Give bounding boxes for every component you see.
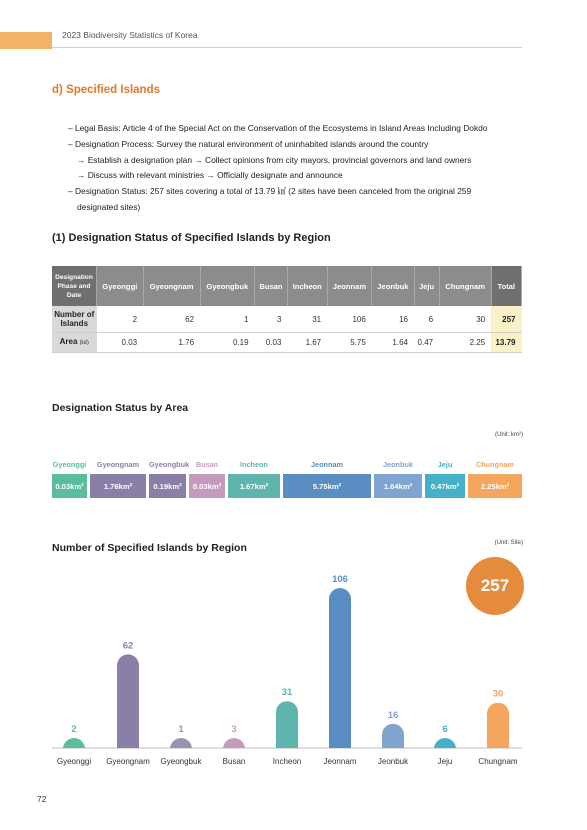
bar-incheon — [276, 701, 298, 748]
area-value-box: 0.03km² — [52, 474, 87, 498]
table-cell: 3 — [255, 306, 288, 333]
area-value-box: 0.03km² — [189, 474, 225, 498]
bar-value-label: 6 — [442, 724, 448, 735]
x-tick-label: Gyeongnam — [106, 757, 150, 766]
area-value-box: 0.47km² — [425, 474, 465, 498]
area-value-box: 2.25km² — [468, 474, 522, 498]
bar-gyeonggi — [63, 738, 85, 749]
bar-busan — [223, 738, 245, 749]
area-region-label: Jeonnam — [310, 460, 344, 469]
table-cell: 0.47 — [414, 333, 439, 353]
bar-value-label: 1 — [178, 724, 184, 735]
table-header-total: Total — [491, 266, 521, 306]
area-value-box: 0.19km² — [149, 474, 186, 498]
table-cell-total: 257 — [491, 306, 521, 333]
bar-value-label: 31 — [281, 687, 293, 699]
bar-value-label: 3 — [231, 724, 237, 735]
table-cell: 30 — [439, 306, 491, 333]
table-cell: 0.03 — [255, 333, 288, 353]
table-cell: 1.67 — [287, 333, 327, 353]
x-tick-label: Busan — [222, 757, 246, 766]
area-section-title: Designation Status by Area — [52, 402, 189, 414]
area-region-label: Incheon — [240, 460, 268, 469]
bullet-process-step-2: → Discuss with relevant ministries → Officially designate and announce — [77, 170, 343, 181]
table-cell-total: 13.79 — [491, 333, 521, 353]
section-title: d) Specified Islands — [52, 84, 160, 96]
bar-chungnam — [487, 703, 509, 748]
bullet-legal-basis: – Legal Basis: Article 4 of the Special Act on the Conservation of the Ecosystems in Island Areas Including Dokdo — [68, 123, 488, 133]
table-header-cell: Jeju — [414, 266, 439, 306]
header-title: 2023 Biodiversity Statistics of Korea — [62, 30, 198, 40]
chart-unit-label: (Unit: Site) — [494, 540, 523, 546]
area-region-label: Jeju — [437, 460, 453, 469]
bar-gyeongnam — [117, 654, 139, 748]
table-cell: 106 — [327, 306, 372, 333]
x-tick-label: Jeju — [437, 757, 453, 766]
area-unit-label: (Unit: km²) — [495, 432, 523, 438]
table-cell: 1.76 — [143, 333, 200, 353]
x-tick-label: Chungnam — [478, 757, 518, 766]
bar-jeonnam — [329, 588, 351, 748]
area-region-label: Jeonbuk — [382, 460, 413, 469]
table-cell: 6 — [414, 306, 439, 333]
area-value-box: 1.64km² — [374, 474, 422, 498]
table-cell: 1 — [200, 306, 254, 333]
table-cell: 0.19 — [200, 333, 254, 353]
page-number: 72 — [37, 794, 47, 804]
total-badge: 257 — [466, 557, 524, 615]
bar-value-label: 30 — [492, 688, 504, 700]
table-header-cell: Busan — [255, 266, 288, 306]
table-cell: 2.25 — [439, 333, 491, 353]
x-tick-label: Jeonbuk — [377, 757, 409, 766]
bullet-process-step-1: → Establish a designation plan → Collect opinions from city mayors, provincial governors and land owners — [77, 154, 472, 165]
bar-jeonbuk — [382, 724, 404, 748]
area-value-box: 1.76km² — [90, 474, 146, 498]
table-header-cell: Jeonbuk — [372, 266, 414, 306]
area-region-label: Gyeongnam — [96, 460, 140, 469]
bar-value-label: 62 — [122, 640, 134, 652]
area-value-box: 5.75km² — [283, 474, 371, 498]
area-region-label: Chungnam — [475, 460, 515, 469]
area-region-label: Gyeongbuk — [149, 460, 190, 469]
table-header-cell: Gyeonggi — [97, 266, 144, 306]
table-cell: 16 — [372, 306, 414, 333]
bullet-designation-status-cont: designated sites) — [77, 201, 141, 212]
chart-title: Number of Specified Islands by Region — [52, 542, 247, 554]
table-header-cell: Gyeongnam — [143, 266, 200, 306]
bar-value-label: 106 — [332, 574, 348, 585]
x-tick-label: Jeonnam — [323, 757, 357, 766]
table-title: (1) Designation Status of Specified Islands by Region — [52, 232, 331, 244]
bar-value-label: 16 — [387, 709, 399, 721]
bullet-designation-process: – Designation Process: Survey the natural environment of uninhabited islands around the country — [68, 138, 429, 149]
area-value-box: 1.67km² — [228, 474, 280, 498]
table-header-cell: Gyeongbuk — [200, 266, 254, 306]
area-region-label: Busan — [195, 460, 219, 469]
row-label-islands: Number of Islands — [52, 306, 97, 333]
table-cell: 5.75 — [327, 333, 372, 353]
table-header-cell: Incheon — [287, 266, 327, 306]
table-cell: 1.64 — [372, 333, 414, 353]
x-tick-label: Incheon — [272, 757, 302, 766]
bullet-designation-status: – Designation Status: 257 sites covering a total of 13.79 ㎢ (2 sites have been canceled from the original 259 — [68, 186, 472, 197]
table-cell: 31 — [287, 306, 327, 333]
table-cell: 2 — [97, 306, 144, 333]
bar-gyeongbuk — [170, 738, 192, 749]
bar-jeju — [434, 738, 456, 749]
table-header-cell: Jeonnam — [327, 266, 372, 306]
bar-value-label: 2 — [71, 724, 77, 735]
area-region-label: Gyeonggi — [52, 460, 87, 469]
x-tick-label: Gyeonggi — [56, 757, 92, 766]
table-corner-header: Designation Phase and Date — [52, 266, 97, 306]
table-cell: 62 — [143, 306, 200, 333]
row-label-area: Area (㎢) — [52, 333, 97, 353]
table-cell: 0.03 — [97, 333, 144, 353]
table-header-cell: Chungnam — [439, 266, 491, 306]
x-tick-label: Gyeongbuk — [160, 757, 202, 766]
